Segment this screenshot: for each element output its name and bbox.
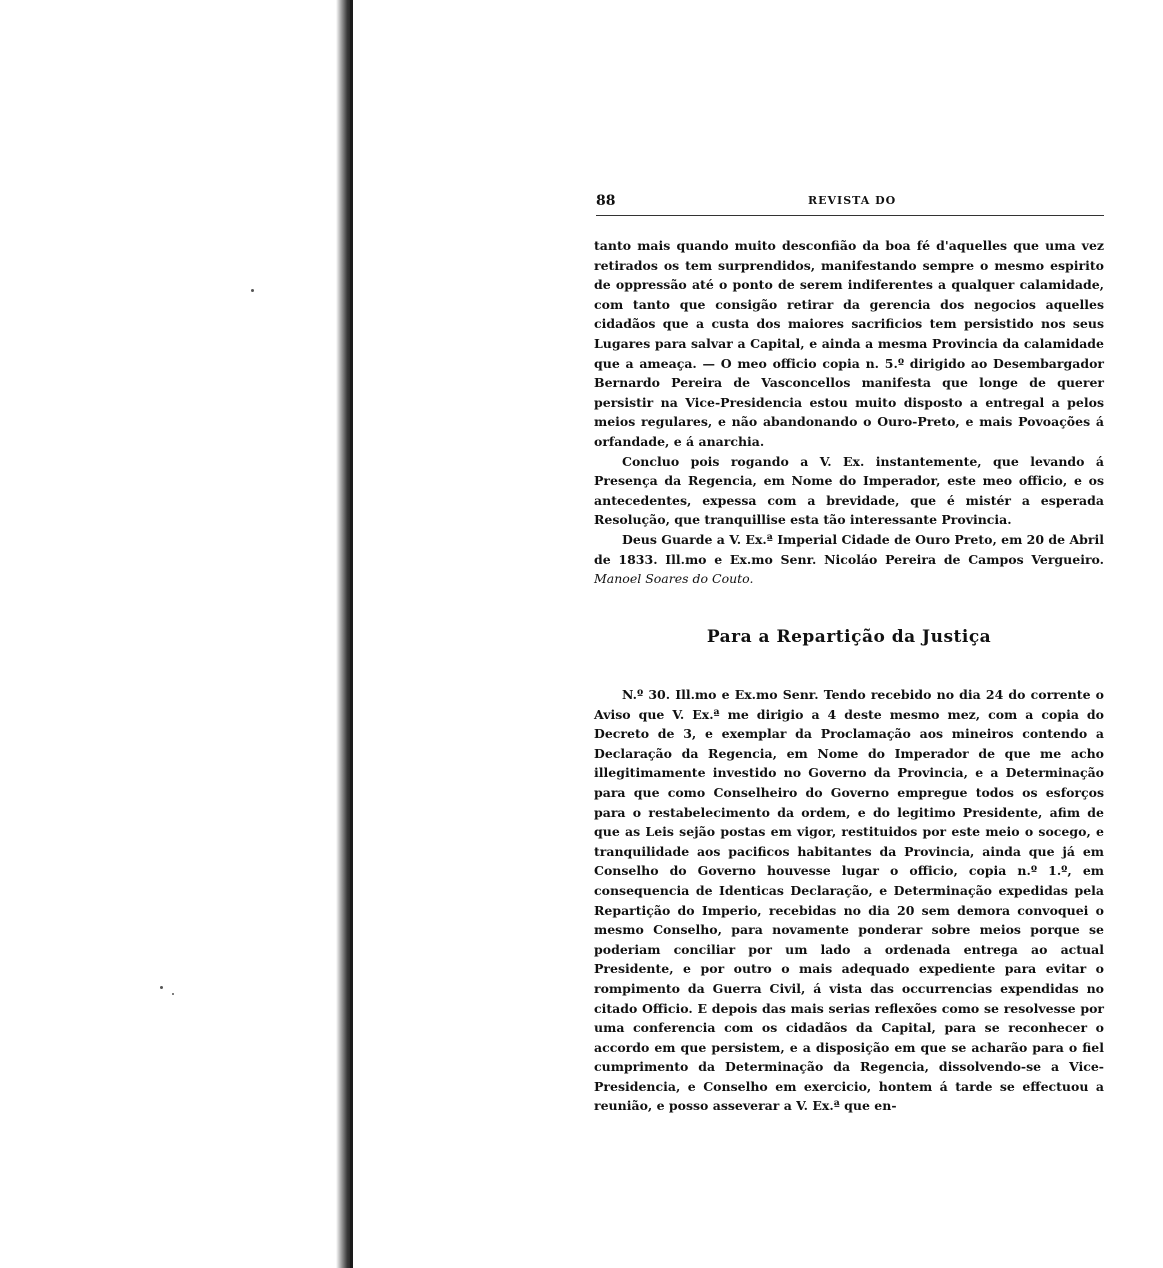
- paragraph: tanto mais quando muito desconfião da boa fé d'aquelles que uma vez retirados os tem surprendidos, manifestando sempre o mesmo espirito de oppressão até o ponto de serem indiferentes a qualquer calamidade, com tanto que consigão retirar da gerencia dos negocios aquelles cidadãos que a custa dos maiores sacrificios tem persistido nos seus Lugares para salvar a Capital, e ainda a mesma Provincia da calamidade que a ameaça. — O meo officio copia n. 5.º dirigido ao Desembargador Bernardo Pereira de Vasconcellos manifesta que longe de querer persistir na Vice-Presidencia estou muito disposto a entregal a pelos meios regulares, e não abandonando o Ouro-Preto, e mais Povoações á orfandade, e á anarchia.: [594, 238, 1104, 449]
- page-header: [596, 193, 1104, 216]
- closing-text: Deus Guarde a V. Ex.ª Imperial Cidade de Ouro Preto, em 20 de Abril de 1833. Ill.mo e Ex.mo Senr. Nicoláo Pereira de Campos Vergueiro.: [594, 531, 1104, 567]
- paragraph: N.º 30. Ill.mo e Ex.mo Senr. Tendo recebido no dia 24 do corrente o Aviso que V. Ex.ª me dirigio a 4 deste mesmo mez, com a copia do Decreto de 3, e exemplar da Proclamação aos mineiros contendo a Declaração da Regencia, em Nome do Imperador de que me acho illegitimamente investido no Governo da Provincia, e a Determinação para que como Conselheiro do Governo empregue todos os esforços para o restabelecimento da ordem, e do legitimo Presidente, afim de que as Leis sejão postas em vigor, restituidos por este meio o socego, e tranquilidade aos pacificos habitantes da Provincia, ainda que já em Conselho do Governo houvesse lugar o officio, copia n.º 1.º, em consequencia de Identicas Declaração, e Determinação expedidas pela Repartição do Imperio, recebidas no dia 20 sem demora convoquei o mesmo Conselho, para novamente ponderar sobre meios porque se poderiam conciliar por um lado a ordenada entrega ao actual Presidente, e por outro o mais adequado expediente para evitar o rompimento da Guerra Civil, á vista das occurrencias expendidas no citado Officio. E depois das mais serias reflexões como se resolvesse por uma conferencia com os cidadãos da Capital, para se reconhecer o accordo em que persistem, e a disposição em que se acharão para o fiel cumprimento da Determinação da Regencia, dissolvendo-se a Vice-Presidencia, e Conselho em exercicio, hontem á tarde se effectuou a reunião, e posso asseverar a V. Ex.ª que en-: [594, 687, 1104, 1114]
- running-head: REVISTA DO: [808, 194, 897, 207]
- letter-body: [594, 685, 1104, 1116]
- page-number: 88: [596, 193, 616, 209]
- book-spine-shadow: [336, 0, 350, 1268]
- paragraph: Concluo pois rogando a V. Ex. instantemente, que levando á Presença da Regencia, em Nome do Imperador, este meo officio, e os antecedentes, expessa com a brevidade, que é mistér a esperada Resolução, que tranquillise esta tão interessante Provincia.: [594, 453, 1104, 528]
- paper-speck: [172, 993, 174, 995]
- section-title: Para a Repartição da Justiça: [706, 627, 992, 647]
- closing-paragraph: [594, 530, 1104, 589]
- paper-speck: [251, 289, 254, 292]
- paper-speck: [160, 986, 163, 989]
- left-page: [0, 0, 365, 1268]
- signature: Manoel Soares do Couto.: [594, 571, 754, 587]
- letter-continuation: [594, 236, 1104, 589]
